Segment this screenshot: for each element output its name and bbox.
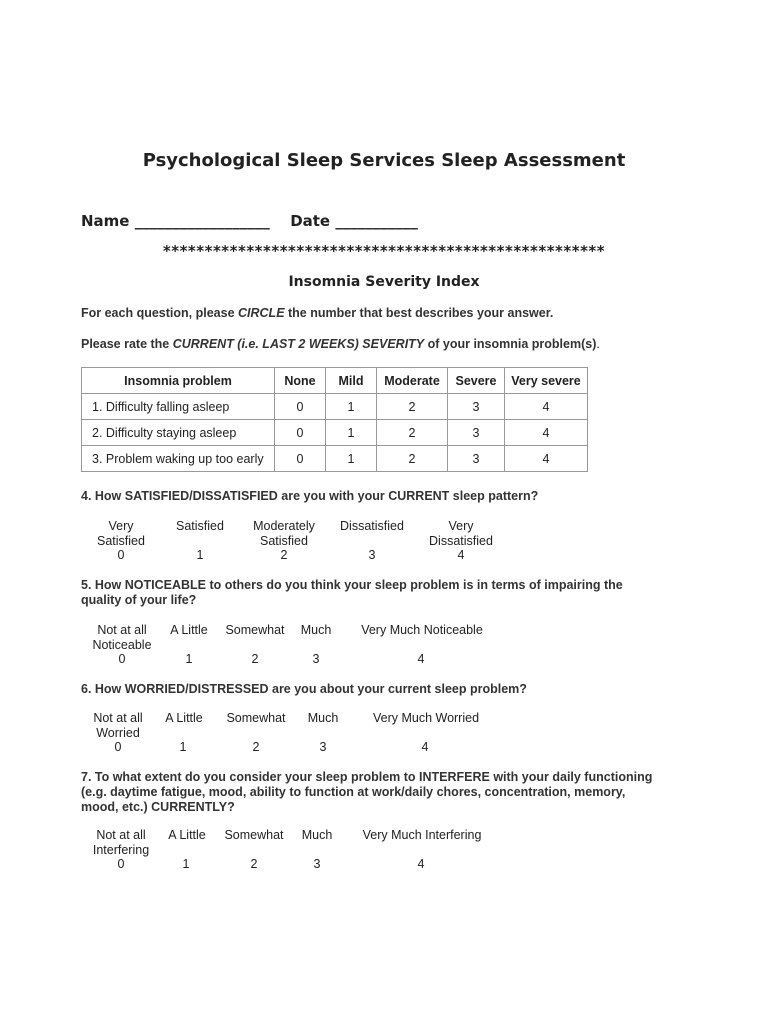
answer-option-label: A Little (170, 623, 208, 637)
question-6: 6. How WORRIED/DISTRESSED are you about your current sleep problem? (81, 682, 527, 696)
column-header: Very severe (505, 368, 588, 394)
rating-option[interactable]: 0 (275, 394, 326, 420)
answer-option-value[interactable]: 1 (182, 857, 190, 871)
answer-option-value[interactable]: 2 (251, 652, 259, 666)
answer-option-label: A Little (168, 828, 206, 842)
answer-option-label: Not at all Interfering (92, 828, 150, 857)
name-label: Name (81, 212, 130, 230)
answer-option-label: Somewhat (224, 828, 284, 842)
answer-option-label: Much (307, 711, 339, 725)
column-header: Moderate (377, 368, 448, 394)
name-field[interactable]: __________________ (134, 212, 270, 230)
rating-option[interactable]: 1 (326, 446, 377, 472)
answer-option-value[interactable]: 0 (117, 548, 125, 562)
answer-option-value[interactable]: 4 (417, 652, 425, 666)
answer-option-label: Much (301, 828, 333, 842)
rating-option[interactable]: 0 (275, 446, 326, 472)
answer-option-value[interactable]: 1 (185, 652, 193, 666)
answer-option-label: Very Much Interfering (362, 828, 482, 842)
date-label: Date (290, 212, 331, 230)
section-title: Insomnia Severity Index (288, 274, 480, 290)
rating-option[interactable]: 1 (326, 420, 377, 446)
answer-option-label: Dissatisfied (340, 519, 404, 533)
rating-option[interactable]: 3 (448, 420, 505, 446)
answer-option-value[interactable]: 0 (114, 740, 122, 754)
table-row (82, 420, 588, 446)
rating-option[interactable]: 4 (505, 446, 588, 472)
answer-option-label: Somewhat (226, 711, 286, 725)
answer-option-value[interactable]: 2 (250, 857, 258, 871)
problem-cell: 2. Difficulty staying asleep (82, 420, 275, 446)
answer-option-label: Not at all Noticeable (92, 623, 152, 652)
rating-option[interactable]: 0 (275, 420, 326, 446)
rating-option[interactable]: 2 (377, 394, 448, 420)
answer-option-value[interactable]: 3 (319, 740, 327, 754)
instruction-rate: Please rate the CURRENT (i.e. LAST 2 WEEKS) SEVERITY of your insomnia problem(s). (81, 337, 600, 351)
answer-option-label: Satisfied (176, 519, 224, 533)
question-5: 5. How NOTICEABLE to others do you think your sleep problem is in terms of impairing the quality of your life? (81, 578, 623, 607)
answer-option-label: Moderately Satisfied (253, 519, 315, 548)
answer-option-value[interactable]: 3 (368, 548, 376, 562)
answer-option-value[interactable]: 3 (313, 857, 321, 871)
column-header: Severe (448, 368, 505, 394)
answer-option-value[interactable]: 4 (457, 548, 465, 562)
answer-option-value[interactable]: 3 (312, 652, 320, 666)
column-header: Mild (326, 368, 377, 394)
instruction-circle: For each question, please CIRCLE the number that best describes your answer. (81, 306, 554, 320)
insomnia-severity-table (81, 367, 588, 472)
answer-option-label: Very Much Worried (372, 711, 480, 725)
divider: ***************************************************** (162, 242, 606, 260)
answer-option-label: Very Dissatisfied (429, 519, 493, 548)
answer-option-value[interactable]: 1 (179, 740, 187, 754)
answer-option-label: Very Much Noticeable (361, 623, 483, 637)
rating-option[interactable]: 2 (377, 420, 448, 446)
answer-option-value[interactable]: 0 (117, 857, 125, 871)
page-title: Psychological Sleep Services Sleep Assessment (142, 150, 626, 171)
column-header: Insomnia problem (82, 368, 275, 394)
answer-option-label: Much (300, 623, 332, 637)
column-header: None (275, 368, 326, 394)
rating-option[interactable]: 2 (377, 446, 448, 472)
table-row (82, 394, 588, 420)
table-header-row (82, 368, 588, 394)
question-4: 4. How SATISFIED/DISSATISFIED are you with your CURRENT sleep pattern? (81, 489, 539, 503)
date-field[interactable]: ___________ (335, 212, 418, 230)
rating-option[interactable]: 4 (505, 394, 588, 420)
rating-option[interactable]: 4 (505, 420, 588, 446)
answer-option-value[interactable]: 2 (252, 740, 260, 754)
name-date-row (81, 212, 418, 230)
rating-option[interactable]: 3 (448, 394, 505, 420)
answer-option-value[interactable]: 0 (118, 652, 126, 666)
problem-cell: 1. Difficulty falling asleep (82, 394, 275, 420)
answer-option-label: A Little (165, 711, 203, 725)
answer-option-label: Very Satisfied (97, 519, 145, 548)
answer-option-value[interactable]: 4 (417, 857, 425, 871)
answer-option-value[interactable]: 4 (421, 740, 429, 754)
answer-option-label: Somewhat (225, 623, 285, 637)
rating-option[interactable]: 3 (448, 446, 505, 472)
answer-option-value[interactable]: 2 (280, 548, 288, 562)
answer-option-label: Not at all Worried (93, 711, 143, 740)
problem-cell: 3. Problem waking up too early (82, 446, 275, 472)
question-7: 7. To what extent do you consider your sleep problem to INTERFERE with your daily functioning (e.g. daytime fatigue, mood, ability to function at work/daily chores, concentration, memory, mood, etc.) CURRENTLY? (81, 770, 653, 814)
rating-option[interactable]: 1 (326, 394, 377, 420)
answer-option-value[interactable]: 1 (196, 548, 204, 562)
table-row (82, 446, 588, 472)
